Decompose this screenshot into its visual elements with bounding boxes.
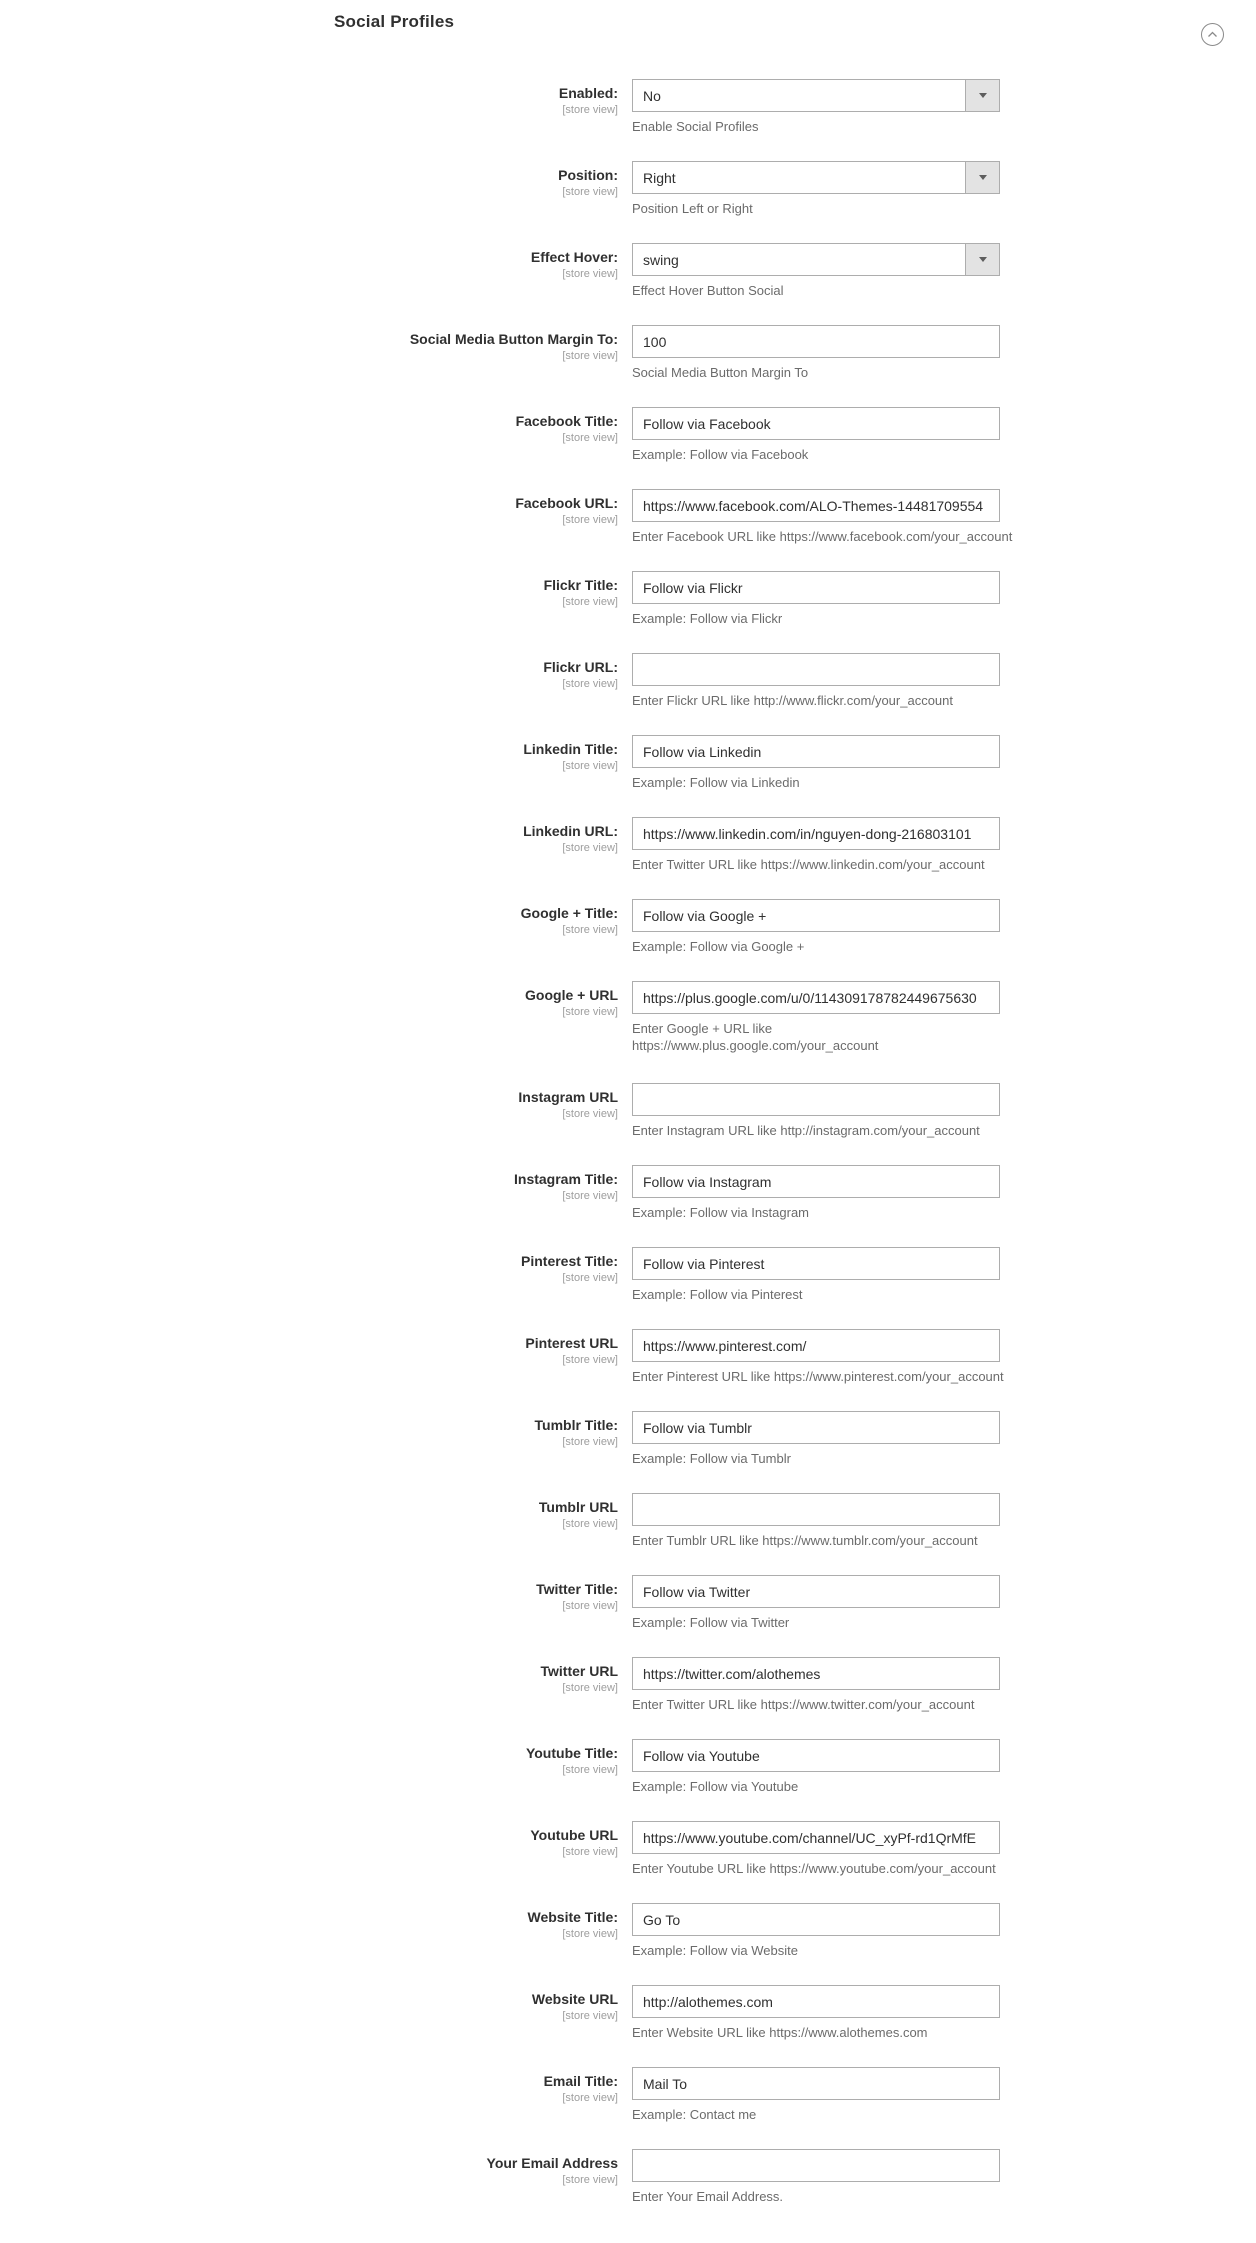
tumblr-url-label: Tumblr URL xyxy=(538,1499,618,1515)
facebook-title-label: Facebook Title: xyxy=(515,413,618,429)
email-title-input[interactable] xyxy=(632,2067,1000,2100)
tumblr-url-note: Enter Tumblr URL like https://www.tumblr.com/your_account xyxy=(632,1533,978,1548)
facebook-url-row xyxy=(0,489,1256,545)
website-title-note: Example: Follow via Website xyxy=(632,1943,798,1958)
flickr-url-input[interactable] xyxy=(632,653,1000,686)
flickr-url-row xyxy=(0,653,1256,709)
website-title-label: Website Title: xyxy=(527,1909,618,1925)
google-plus-title-label: Google + Title: xyxy=(520,905,618,921)
pinterest-url-label: Pinterest URL xyxy=(525,1335,618,1351)
tumblr-title-label: Tumblr Title: xyxy=(534,1417,618,1433)
flickr-title-note: Example: Follow via Flickr xyxy=(632,611,783,626)
google-plus-url-row xyxy=(0,981,1256,1054)
section-header xyxy=(334,12,1226,58)
website-url-input[interactable] xyxy=(632,1985,1000,2018)
linkedin-url-row xyxy=(0,817,1256,873)
field-input-cell xyxy=(632,489,1013,545)
field-label-cell xyxy=(0,1739,632,1795)
facebook-url-label: Facebook URL: xyxy=(515,495,618,511)
pinterest-title-label: Pinterest Title: xyxy=(521,1253,618,1269)
field-label-cell xyxy=(0,325,632,381)
field-label-cell xyxy=(0,653,632,709)
field-input-cell xyxy=(632,981,1000,1054)
your-email-address-row xyxy=(0,2149,1256,2205)
instagram-url-label: Instagram URL xyxy=(518,1089,618,1105)
field-label-cell xyxy=(0,1165,632,1221)
store-view-scope: [store view] xyxy=(562,2010,618,2022)
instagram-url-row xyxy=(0,1083,1256,1139)
field-label-cell xyxy=(0,2067,632,2123)
field-input-cell xyxy=(632,2149,1000,2205)
effect-hover-select[interactable]: swing xyxy=(632,243,1000,276)
field-input-cell xyxy=(632,325,1000,381)
linkedin-url-note: Enter Twitter URL like https://www.linkedin.com/your_account xyxy=(632,857,985,872)
field-label-cell xyxy=(0,1083,632,1139)
field-label-cell xyxy=(0,79,632,135)
field-label-cell xyxy=(0,2149,632,2205)
social-media-button-margin-to-label: Social Media Button Margin To: xyxy=(409,331,618,347)
store-view-scope: [store view] xyxy=(562,1272,618,1284)
field-input-cell xyxy=(632,735,1000,791)
website-url-label: Website URL xyxy=(531,1991,618,2007)
pinterest-title-input[interactable] xyxy=(632,1247,1000,1280)
field-label-cell xyxy=(0,571,632,627)
caret-down-icon xyxy=(979,93,987,98)
field-input-cell xyxy=(632,1657,1000,1713)
field-label-cell xyxy=(0,981,632,1054)
field-label-cell xyxy=(0,817,632,873)
tumblr-url-input[interactable] xyxy=(632,1493,1000,1526)
field-input-cell xyxy=(632,243,1000,299)
store-view-scope: [store view] xyxy=(562,1764,618,1776)
twitter-title-row xyxy=(0,1575,1256,1631)
field-input-cell xyxy=(632,571,1000,627)
enabled-row xyxy=(0,79,1256,135)
facebook-url-input[interactable] xyxy=(632,489,1000,522)
field-label-cell xyxy=(0,161,632,217)
field-input-cell xyxy=(632,1165,1000,1221)
linkedin-title-input[interactable] xyxy=(632,735,1000,768)
field-label-cell xyxy=(0,1903,632,1959)
twitter-title-label: Twitter Title: xyxy=(536,1581,618,1597)
twitter-url-label: Twitter URL xyxy=(540,1663,618,1679)
store-view-scope: [store view] xyxy=(562,268,618,280)
tumblr-url-row xyxy=(0,1493,1256,1549)
field-label-cell xyxy=(0,1821,632,1877)
youtube-title-input[interactable] xyxy=(632,1739,1000,1772)
effect-hover-row xyxy=(0,243,1256,299)
linkedin-url-label: Linkedin URL: xyxy=(523,823,618,839)
store-view-scope: [store view] xyxy=(562,104,618,116)
field-input-cell xyxy=(632,1083,1000,1139)
instagram-url-note: Enter Instagram URL like http://instagram.com/your_account xyxy=(632,1123,980,1138)
store-view-scope: [store view] xyxy=(562,1006,618,1018)
dropdown-arrow-icon xyxy=(965,80,999,111)
field-label-cell xyxy=(0,1657,632,1713)
field-input-cell xyxy=(632,1985,1000,2041)
pinterest-url-row xyxy=(0,1329,1256,1385)
flickr-title-label: Flickr Title: xyxy=(543,577,618,593)
store-view-scope: [store view] xyxy=(562,1846,618,1858)
facebook-title-input[interactable] xyxy=(632,407,1000,440)
store-view-scope: [store view] xyxy=(562,842,618,854)
field-input-cell xyxy=(632,1739,1000,1795)
youtube-url-note: Enter Youtube URL like https://www.youtube.com/your_account xyxy=(632,1861,996,1876)
effect-hover-label: Effect Hover: xyxy=(530,249,618,265)
field-label-cell xyxy=(0,1329,632,1385)
instagram-title-label: Instagram Title: xyxy=(514,1171,618,1187)
chevron-up-icon xyxy=(1207,31,1218,38)
field-input-cell xyxy=(632,1575,1000,1631)
section-title: Social Profiles xyxy=(334,12,455,31)
field-input-cell xyxy=(632,653,1000,709)
google-plus-url-note: Enter Google + URL like https://www.plus.google.com/your_account xyxy=(632,1021,879,1053)
field-input-cell xyxy=(632,161,1000,217)
linkedin-title-row xyxy=(0,735,1256,791)
linkedin-title-note: Example: Follow via Linkedin xyxy=(632,775,800,790)
youtube-url-row xyxy=(0,1821,1256,1877)
tumblr-title-input[interactable] xyxy=(632,1411,1000,1444)
instagram-title-input[interactable] xyxy=(632,1165,1000,1198)
website-url-row xyxy=(0,1985,1256,2041)
field-input-cell xyxy=(632,1493,1000,1549)
field-label-cell xyxy=(0,735,632,791)
pinterest-title-note: Example: Follow via Pinterest xyxy=(632,1287,803,1302)
tumblr-title-note: Example: Follow via Tumblr xyxy=(632,1451,791,1466)
dropdown-arrow-icon xyxy=(965,244,999,275)
store-view-scope: [store view] xyxy=(562,2092,618,2104)
youtube-title-note: Example: Follow via Youtube xyxy=(632,1779,799,1794)
google-plus-title-note: Example: Follow via Google + xyxy=(632,939,805,954)
google-plus-title-input[interactable] xyxy=(632,899,1000,932)
field-label-cell xyxy=(0,1575,632,1631)
facebook-title-row xyxy=(0,407,1256,463)
position-select[interactable]: Right xyxy=(632,161,1000,194)
position-note: Position Left or Right xyxy=(632,201,753,216)
tumblr-title-row xyxy=(0,1411,1256,1467)
youtube-url-label: Youtube URL xyxy=(530,1827,618,1843)
position-row xyxy=(0,161,1256,217)
email-title-label: Email Title: xyxy=(543,2073,618,2089)
website-title-row xyxy=(0,1903,1256,1959)
your-email-address-note: Enter Your Email Address. xyxy=(632,2189,784,2204)
store-view-scope: [store view] xyxy=(562,596,618,608)
your-email-address-label: Your Email Address xyxy=(486,2155,618,2171)
store-view-scope: [store view] xyxy=(562,924,618,936)
field-input-cell xyxy=(632,817,1000,873)
twitter-url-row xyxy=(0,1657,1256,1713)
store-view-scope: [store view] xyxy=(562,1682,618,1694)
field-input-cell xyxy=(632,1329,1004,1385)
field-label-cell xyxy=(0,1411,632,1467)
store-view-scope: [store view] xyxy=(562,1190,618,1202)
field-input-cell xyxy=(632,407,1000,463)
store-view-scope: [store view] xyxy=(562,760,618,772)
store-view-scope: [store view] xyxy=(562,1518,618,1530)
dropdown-arrow-icon xyxy=(965,162,999,193)
pinterest-url-note: Enter Pinterest URL like https://www.pinterest.com/your_account xyxy=(632,1369,1004,1384)
website-title-input[interactable] xyxy=(632,1903,1000,1936)
email-title-note: Example: Contact me xyxy=(632,2107,757,2122)
enabled-label: Enabled: xyxy=(558,85,618,101)
facebook-title-note: Example: Follow via Facebook xyxy=(632,447,809,462)
email-title-row xyxy=(0,2067,1256,2123)
field-label-cell xyxy=(0,1493,632,1549)
instagram-title-note: Example: Follow via Instagram xyxy=(632,1205,810,1220)
your-email-address-input[interactable] xyxy=(632,2149,1000,2182)
caret-down-icon xyxy=(979,175,987,180)
instagram-title-row xyxy=(0,1165,1256,1221)
field-input-cell xyxy=(632,2067,1000,2123)
instagram-url-input[interactable] xyxy=(632,1083,1000,1116)
store-view-scope: [store view] xyxy=(562,678,618,690)
store-view-scope: [store view] xyxy=(562,1600,618,1612)
flickr-title-row xyxy=(0,571,1256,627)
field-input-cell xyxy=(632,1247,1000,1303)
enabled-note: Enable Social Profiles xyxy=(632,119,759,134)
google-plus-url-label: Google + URL xyxy=(525,987,618,1003)
field-label-cell xyxy=(0,243,632,299)
google-plus-title-row xyxy=(0,899,1256,955)
social-media-button-margin-to-input[interactable] xyxy=(632,325,1000,358)
field-input-cell xyxy=(632,79,1000,135)
social-media-button-margin-to-note: Social Media Button Margin To xyxy=(632,365,809,380)
store-view-scope: [store view] xyxy=(562,186,618,198)
social-profiles-form xyxy=(0,79,1256,2231)
twitter-title-note: Example: Follow via Twitter xyxy=(632,1615,790,1630)
field-input-cell xyxy=(632,1411,1000,1467)
website-url-note: Enter Website URL like https://www.alothemes.com xyxy=(632,2025,928,2040)
store-view-scope: [store view] xyxy=(562,1436,618,1448)
twitter-title-input[interactable] xyxy=(632,1575,1000,1608)
twitter-url-input[interactable] xyxy=(632,1657,1000,1690)
store-view-scope: [store view] xyxy=(562,350,618,362)
field-label-cell xyxy=(0,1985,632,2041)
linkedin-title-label: Linkedin Title: xyxy=(523,741,618,757)
google-plus-url-input[interactable] xyxy=(632,981,1000,1014)
flickr-url-label: Flickr URL: xyxy=(543,659,618,675)
enabled-select[interactable]: No xyxy=(632,79,1000,112)
facebook-url-note: Enter Facebook URL like https://www.facebook.com/your_account xyxy=(632,529,1013,544)
field-input-cell xyxy=(632,1903,1000,1959)
store-view-scope: [store view] xyxy=(562,2174,618,2186)
youtube-title-row xyxy=(0,1739,1256,1795)
field-label-cell xyxy=(0,407,632,463)
flickr-title-input[interactable] xyxy=(632,571,1000,604)
store-view-scope: [store view] xyxy=(562,1108,618,1120)
pinterest-title-row xyxy=(0,1247,1256,1303)
effect-hover-note: Effect Hover Button Social xyxy=(632,283,784,298)
store-view-scope: [store view] xyxy=(562,1354,618,1366)
store-view-scope: [store view] xyxy=(562,1928,618,1940)
social-media-button-margin-to-row xyxy=(0,325,1256,381)
youtube-title-label: Youtube Title: xyxy=(525,1745,618,1761)
position-label: Position: xyxy=(558,167,618,183)
field-label-cell xyxy=(0,899,632,955)
youtube-url-input[interactable] xyxy=(632,1821,1000,1854)
collapse-section-button[interactable] xyxy=(1201,23,1224,46)
pinterest-url-input[interactable] xyxy=(632,1329,1000,1362)
field-input-cell xyxy=(632,1821,1000,1877)
twitter-url-note: Enter Twitter URL like https://www.twitter.com/your_account xyxy=(632,1697,975,1712)
field-label-cell xyxy=(0,1247,632,1303)
linkedin-url-input[interactable] xyxy=(632,817,1000,850)
store-view-scope: [store view] xyxy=(562,514,618,526)
field-input-cell xyxy=(632,899,1000,955)
field-label-cell xyxy=(0,489,632,545)
caret-down-icon xyxy=(979,257,987,262)
flickr-url-note: Enter Flickr URL like http://www.flickr.com/your_account xyxy=(632,693,954,708)
store-view-scope: [store view] xyxy=(562,432,618,444)
